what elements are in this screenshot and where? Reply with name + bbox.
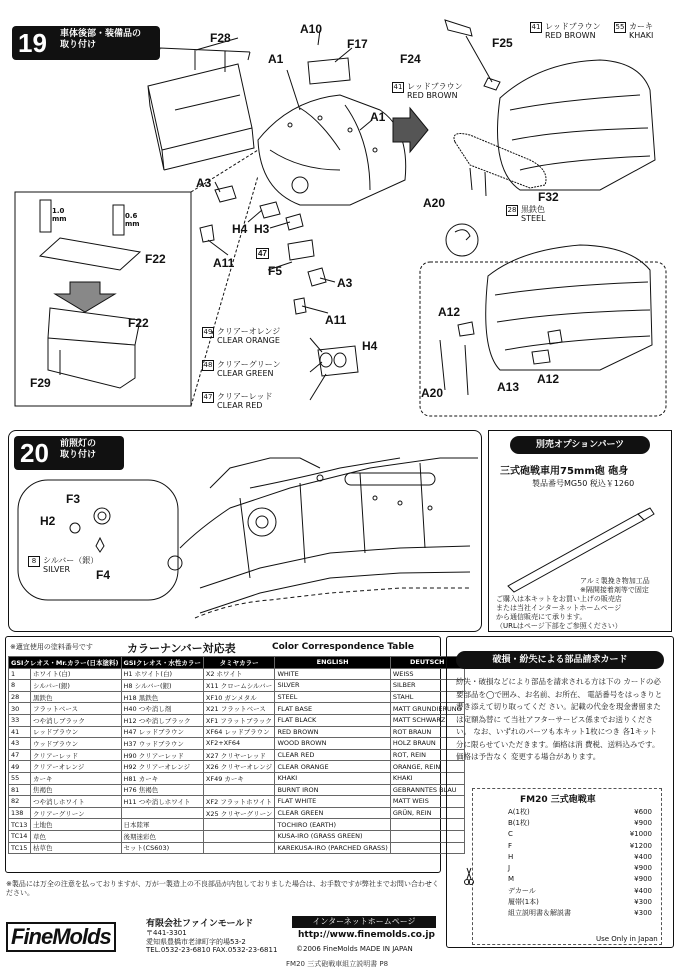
- price-value: ¥1200: [629, 841, 652, 850]
- color-cell: H81 カーキ: [121, 772, 203, 784]
- price-row: [505, 908, 655, 919]
- footer-disclaimer: ※製品には万全の注意を払っておりますが、万が一製造上の不良部品が内包しておりました場合は、お手数ですが弊社までお問い合わせください。: [6, 880, 439, 897]
- label-n47: 47: [258, 249, 267, 258]
- color-cell: ホワイト(白): [31, 668, 122, 680]
- color-cell: 33: [9, 714, 31, 726]
- paint-red-brown-mid: [392, 82, 463, 100]
- color-cell: MATT WEIS: [390, 796, 464, 808]
- color-cell: 138: [9, 807, 31, 819]
- label-H2: H2: [40, 514, 56, 528]
- color-cell: ORANGE, REIN: [390, 761, 464, 773]
- price-item[interactable]: J: [508, 864, 511, 873]
- price-row: [505, 862, 655, 873]
- color-cell: FLAT WHITE: [275, 796, 390, 808]
- paint-jp-47: クリアーレッド: [217, 392, 273, 401]
- price-row: [505, 806, 655, 817]
- step20-title-2: 取り付け: [60, 450, 97, 460]
- label-F4: F4: [96, 568, 111, 582]
- paint-en-49: CLEAR ORANGE: [217, 336, 280, 345]
- color-cell: KHAKI: [275, 772, 390, 784]
- color-table-row: [9, 830, 465, 842]
- label-A20-top: A20: [423, 196, 446, 210]
- price-value: ¥1000: [629, 830, 652, 839]
- paint-no-55: 55: [615, 23, 625, 31]
- paint-silver: [28, 556, 98, 574]
- footer-page: FM20 三式砲戦車組立説明書 P8: [286, 960, 389, 968]
- color-table-row: [9, 772, 465, 784]
- label-F5: F5: [268, 264, 283, 278]
- color-cell: H37 ウッドブラウン: [121, 738, 203, 750]
- paint-no-48: 48: [203, 361, 213, 369]
- price-item[interactable]: デカール: [508, 886, 536, 895]
- color-cell: H8 シルバー(銀): [121, 680, 203, 692]
- color-cell: MATT GRUNDIERUNG: [390, 703, 464, 715]
- color-table-row: [9, 807, 465, 819]
- paint-en-41-b: RED BROWN: [407, 91, 458, 100]
- color-cell: 43: [9, 738, 31, 750]
- color-cell: XF2 フラットホワイト: [203, 796, 275, 808]
- thickness-0-6: 0.6: [125, 212, 138, 220]
- color-cell: 28: [9, 691, 31, 703]
- label-A3-lower: A3: [337, 276, 353, 290]
- paint-no-8: 8: [28, 556, 40, 567]
- option-note-3: から通信販売にて承ります。: [496, 613, 587, 621]
- color-cell: 55: [9, 772, 31, 784]
- color-cell: GEBRANNTES BLAU: [390, 784, 464, 796]
- paint-jp-28: 黒鉄色: [521, 205, 545, 214]
- color-cell: WHITE: [275, 668, 390, 680]
- label-F3: F3: [66, 492, 81, 506]
- color-table: [8, 656, 465, 854]
- label-A10: A10: [300, 22, 323, 36]
- color-cell: X26 クリヤーオレンジ: [203, 761, 275, 773]
- finemolds-logo: FineMolds: [6, 922, 116, 952]
- price-item[interactable]: 履帯(1本): [508, 898, 539, 907]
- color-cell: H76 焦褐色: [121, 784, 203, 796]
- color-cell: H18 黒鉄色: [121, 691, 203, 703]
- color-table-note: ※適宜使用の塗料番号です: [10, 643, 93, 651]
- color-cell: CLEAR ORANGE: [275, 761, 390, 773]
- paint-en-55: KHAKI: [629, 31, 654, 40]
- paint-no-47: 47: [203, 393, 213, 401]
- color-cell: ROT, REIN: [390, 749, 464, 761]
- paint-jp-55: カーキ: [629, 22, 653, 31]
- color-cell: 30: [9, 703, 31, 715]
- color-cell: STAHL: [390, 691, 464, 703]
- paint-jp-41-a: レッドブラウン: [545, 22, 601, 31]
- thickness-unit-b: mm: [125, 220, 140, 228]
- label-A20-lower: A20: [421, 386, 444, 400]
- color-cell: [121, 807, 203, 819]
- color-cell: H11 つや消しホワイト: [121, 796, 203, 808]
- price-value: ¥300: [634, 909, 652, 918]
- color-cell: 49: [9, 761, 31, 773]
- price-row: [505, 874, 655, 885]
- price-row: [505, 896, 655, 907]
- step19-title-2: 取り付け: [60, 40, 97, 50]
- color-cell: X27 クリヤーレッド: [203, 749, 275, 761]
- color-table-row: [9, 738, 465, 750]
- label-A1-top: A1: [268, 52, 284, 66]
- label-F29: F29: [30, 376, 51, 390]
- color-cell: X21 フラットベース: [203, 703, 275, 715]
- color-table-row: [9, 680, 465, 692]
- option-material-2: ※隔開接着剤等で固定: [580, 586, 649, 594]
- color-cell: 41: [9, 726, 31, 738]
- color-table-row: [9, 714, 465, 726]
- color-cell: X2 ホワイト: [203, 668, 275, 680]
- color-cell: 焦褐色: [31, 784, 122, 796]
- label-A13: A13: [497, 380, 520, 394]
- color-cell: KUSA-IRO (GRASS GREEN): [275, 830, 390, 842]
- label-F22-a: F22: [145, 252, 166, 266]
- label-A12-a: A12: [438, 305, 461, 319]
- color-cell: H47 レッドブラウン: [121, 726, 203, 738]
- price-item[interactable]: 組立説明書＆解説書: [508, 909, 571, 918]
- price-item[interactable]: F: [508, 841, 513, 850]
- label-A11-left: A11: [213, 256, 235, 270]
- label-A12-b: A12: [537, 372, 560, 386]
- price-value: ¥400: [634, 886, 652, 895]
- paint-no-49: 49: [203, 328, 213, 336]
- color-cell: [203, 784, 275, 796]
- color-cell: XF64 レッドブラウン: [203, 726, 275, 738]
- color-cell: CLEAR GREEN: [275, 807, 390, 819]
- color-cell: セット(CS603): [121, 842, 203, 854]
- color-cell: 1: [9, 668, 31, 680]
- step20-drawing: [0, 428, 480, 638]
- footer-web-label: インターネットホームページ: [292, 916, 436, 928]
- color-cell: 黒鉄色: [31, 691, 122, 703]
- price-row: [505, 851, 655, 862]
- price-row: [505, 885, 655, 896]
- color-cell: CLEAR RED: [275, 749, 390, 761]
- thickness-unit-a: mm: [52, 215, 67, 223]
- color-table-row: [9, 784, 465, 796]
- parts-card-header: 破損・紛失による部品請求カード: [456, 651, 664, 669]
- color-table-row: [9, 761, 465, 773]
- paint-khaki: [614, 22, 653, 40]
- color-cell: MATT SCHWARZ: [390, 714, 464, 726]
- price-row: [505, 829, 655, 840]
- color-cell: 土地色: [31, 819, 122, 831]
- color-cell: XF1 フラットブラック: [203, 714, 275, 726]
- step19-hull-drawing: [0, 0, 680, 430]
- option-note-1: ご購入は本キットをお買い上げの販売店: [496, 595, 622, 603]
- color-table-title-en: Color Correspondence Table: [272, 642, 414, 652]
- color-cell: KHAKI: [390, 772, 464, 784]
- parts-card-kit: FM20 三式砲戦車: [520, 795, 596, 805]
- label-H4-lower: H4: [362, 339, 378, 353]
- step19-number: 19: [18, 28, 47, 58]
- color-cell: TOCHIRO (EARTH): [275, 819, 390, 831]
- paint-en-28: STEEL: [521, 214, 546, 223]
- color-header-aqueous: GSIクレオス・水性カラー: [121, 657, 203, 669]
- step19-title-1: 車体後部・装備品の: [60, 29, 142, 39]
- color-cell: H40 つや消し剤: [121, 703, 203, 715]
- color-cell: カーキ: [31, 772, 122, 784]
- color-cell: X25 クリヤーグリーン: [203, 807, 275, 819]
- color-table-row: [9, 749, 465, 761]
- color-cell: HOLZ BRAUN: [390, 738, 464, 750]
- color-cell: RED BROWN: [275, 726, 390, 738]
- color-cell: クリアーグリーン: [31, 807, 122, 819]
- color-cell: TC15: [9, 842, 31, 854]
- color-table-row: [9, 703, 465, 715]
- color-cell: ROT BRAUN: [390, 726, 464, 738]
- paint-jp-8: シルバー（銀）: [43, 556, 99, 565]
- color-cell: SILVER: [275, 680, 390, 692]
- paint-en-48: CLEAR GREEN: [217, 369, 274, 378]
- price-value: ¥900: [634, 864, 652, 873]
- color-cell: FLAT BASE: [275, 703, 390, 715]
- color-cell: クリアーオレンジ: [31, 761, 122, 773]
- paint-jp-49: クリアーオレンジ: [217, 327, 281, 336]
- paint-no-41-a: 41: [531, 23, 541, 31]
- price-item[interactable]: B(1枚): [508, 818, 530, 827]
- price-table: [505, 806, 655, 919]
- color-table-title-jp: カラーナンバー対応表: [127, 642, 236, 655]
- label-F17: F17: [347, 37, 368, 51]
- price-value: ¥900: [634, 818, 652, 827]
- color-table-row: [9, 726, 465, 738]
- price-value: ¥600: [634, 807, 652, 816]
- color-cell: シルバー(銀): [31, 680, 122, 692]
- color-cell: GRÜN, REIN: [390, 807, 464, 819]
- price-item[interactable]: H: [508, 852, 514, 861]
- label-F28: F28: [210, 31, 231, 45]
- step20-title-1: 前照灯の: [60, 439, 97, 449]
- footer-address: 愛知県豊橋市老津町字的場53-2: [146, 938, 246, 946]
- color-cell: つや消しブラック: [31, 714, 122, 726]
- footer-company: 有限会社ファインモールド: [146, 919, 254, 929]
- color-cell: 8: [9, 680, 31, 692]
- color-table-row: [9, 668, 465, 680]
- parts-card-text: 紛失・破損などにより部品を請求される方は下の カードの必要部品を◯で囲み、お名前、お所在、 電話番号をはっきりと書き添えて切り取ってくだ さい。記載の代金を現金書留または定額為替に て当社アフターサービス係までお送りください。 なお、いずれのパーツも本キット1枚につき 各1キット分に限らせていただきます。価格は消 費税、送料込みです。価格は予告なく 変更する場合があります。: [456, 677, 663, 761]
- color-cell: STEEL: [275, 691, 390, 703]
- color-table-row: [9, 796, 465, 808]
- option-note-4: （URLはページ下部をご参照ください）: [496, 622, 622, 630]
- color-header-mr: GSIクレオス・Mr.カラー(日本塗料): [9, 657, 122, 669]
- price-value: ¥300: [634, 898, 652, 907]
- color-cell: [203, 842, 275, 854]
- label-A1-right: A1: [370, 110, 386, 124]
- thickness-1-0: 1.0: [52, 207, 65, 215]
- parts-card-note: Use Only in Japan: [596, 935, 658, 943]
- price-item[interactable]: A(1枚): [508, 807, 530, 816]
- price-value: ¥400: [634, 852, 652, 861]
- price-value: ¥900: [634, 875, 652, 884]
- paint-jp-48: クリアーグリーン: [217, 360, 281, 369]
- price-row: [505, 817, 655, 828]
- color-cell: H92 クリアーオレンジ: [121, 761, 203, 773]
- color-cell: フラットベース: [31, 703, 122, 715]
- color-cell: SILBER: [390, 680, 464, 692]
- option-parts-header: 別売オプションパーツ: [510, 436, 650, 454]
- paint-no-41-b: 41: [393, 83, 403, 91]
- color-table-row: [9, 691, 465, 703]
- paint-en-47: CLEAR RED: [217, 401, 263, 410]
- paint-no-28: 28: [507, 206, 517, 214]
- color-cell: 草色: [31, 830, 122, 842]
- color-cell: H90 クリアーレッド: [121, 749, 203, 761]
- price-item[interactable]: M: [508, 875, 515, 884]
- color-cell: WOOD BROWN: [275, 738, 390, 750]
- color-cell: XF2+XF64: [203, 738, 275, 750]
- color-cell: TC13: [9, 819, 31, 831]
- paint-steel: [506, 205, 546, 223]
- color-cell: X11 クロームシルバー: [203, 680, 275, 692]
- color-header-english: ENGLISH: [275, 657, 390, 669]
- paint-jp-41-b: レッドブラウン: [407, 82, 463, 91]
- color-cell: XF10 ガンメタル: [203, 691, 275, 703]
- price-item[interactable]: C: [508, 830, 513, 839]
- paint-en-8: SILVER: [43, 565, 71, 574]
- color-header-deutsch: DEUTSCH: [390, 657, 464, 669]
- paint-clear-green: [202, 360, 281, 378]
- color-cell: つや消しホワイト: [31, 796, 122, 808]
- option-parts-product-no: 製品番号MG50 税込￥1260: [532, 479, 635, 488]
- color-cell: 81: [9, 784, 31, 796]
- color-cell: 47: [9, 749, 31, 761]
- label-F25: F25: [492, 36, 513, 50]
- color-cell: 82: [9, 796, 31, 808]
- color-cell: TC14: [9, 830, 31, 842]
- color-cell: H1 ホワイト(白): [121, 668, 203, 680]
- option-note-2: または当社インターネットホームページ: [496, 604, 622, 612]
- label-H3: H3: [254, 222, 270, 236]
- color-cell: レッドブラウン: [31, 726, 122, 738]
- color-cell: 枯草色: [31, 842, 122, 854]
- paint-clear-red: [202, 392, 273, 410]
- paint-red-brown-top: [530, 22, 601, 40]
- label-F24: F24: [400, 52, 421, 66]
- color-cell: WEISS: [390, 668, 464, 680]
- label-H4-left: H4: [232, 222, 248, 236]
- step20-number: 20: [20, 438, 49, 468]
- color-cell: FLAT BLACK: [275, 714, 390, 726]
- option-parts-title: 三式砲戦車用75mm砲 砲身: [500, 466, 629, 477]
- color-cell: XF49 カーキ: [203, 772, 275, 784]
- footer-copyright: ©2006 FineMolds MADE IN JAPAN: [296, 945, 413, 953]
- color-cell: クリアーレッド: [31, 749, 122, 761]
- label-A3-left: A3: [196, 176, 212, 190]
- label-F32: F32: [538, 190, 559, 204]
- footer-url[interactable]: http://www.finemolds.co.jp: [298, 930, 435, 940]
- paint-en-41-a: RED BROWN: [545, 31, 596, 40]
- footer-postal: 〒441-3301: [146, 929, 187, 937]
- color-cell: KAREKUSA-IRO (PARCHED GRASS): [275, 842, 390, 854]
- color-table-row: [9, 842, 465, 854]
- label-F22-b: F22: [128, 316, 149, 330]
- color-cell: [203, 819, 275, 831]
- color-cell: BURNT IRON: [275, 784, 390, 796]
- price-row: [505, 840, 655, 851]
- color-header-tamiya: タミヤカラー: [203, 657, 275, 669]
- color-table-row: [9, 819, 465, 831]
- color-cell: 後期迷彩色: [121, 830, 203, 842]
- footer-tel: TEL.0532-23-6810 FAX.0532-23-6811: [146, 946, 278, 954]
- color-cell: ウッドブラウン: [31, 738, 122, 750]
- scissors-icon: [464, 866, 474, 886]
- paint-clear-orange: [202, 327, 280, 345]
- label-A11-lower: A11: [325, 313, 347, 327]
- color-cell: 日本陸軍: [121, 819, 203, 831]
- color-cell: [203, 830, 275, 842]
- color-cell: H12 つや消しブラック: [121, 714, 203, 726]
- option-material-1: アルミ製挽き物加工品: [580, 577, 650, 585]
